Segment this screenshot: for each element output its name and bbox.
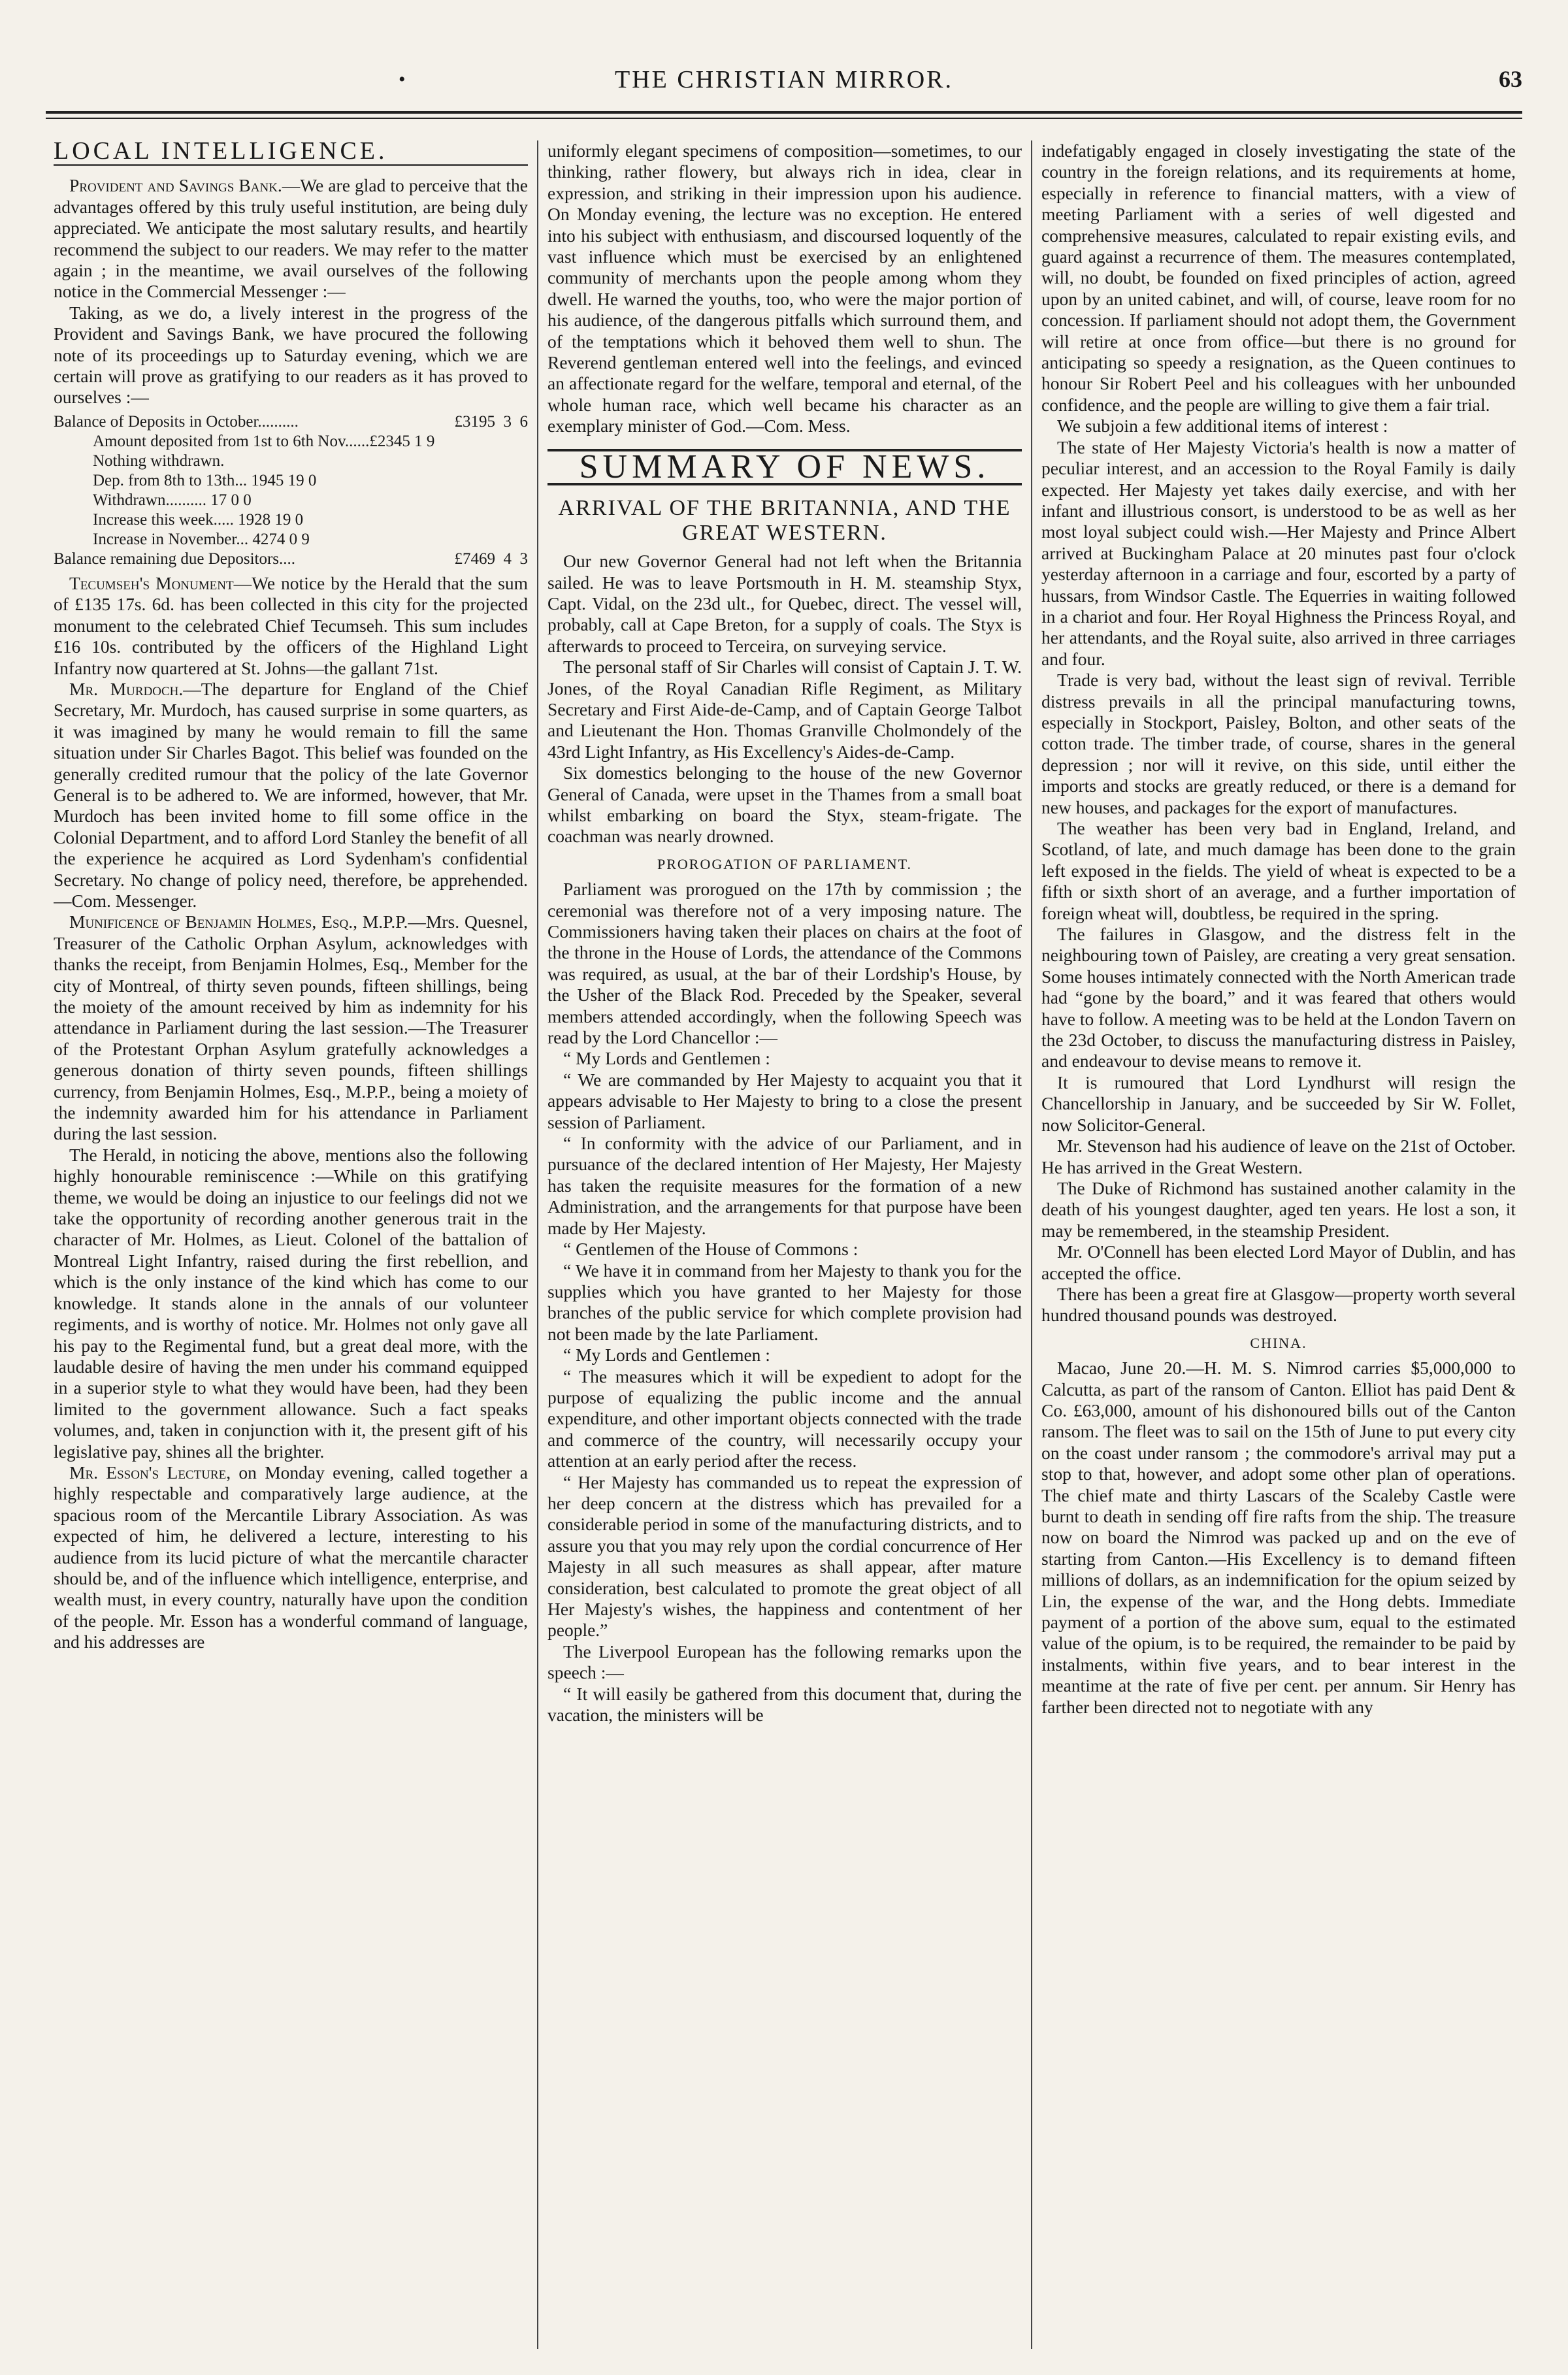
china-heading: CHINA.	[1250, 1334, 1307, 1351]
column-right	[1041, 140, 1516, 2349]
china-paragraph: Macao, June 20.—H. M. S. Nimrod carries $5,000,000 to Calcutta, as part of the ransom of Canton. Elliot has paid Dent & Co. £63,000, amount of his dishonoured bills out of the Canton ransom. The fleet was to sail on the 15th of June to put every city on the coast under ransom ; the commodore's arrival may put a stop to that, however, and adopt some other plan of operations. The chief mate and thirty Lascars of the Scaleby Castle were burnt to death in sending off fire rafts from the ship. The treasure now on board the Nimrod was packed up and on the eve of starting from Canton.—His Excellency is to demand fifteen millions of dollars, as an indemnification for the opium seized by Lin, the expense of the war, and the Hong debts. Immediate payment of a portion of the above sum, equal to the estimated value of the opium, is to be required, the remainder to be paid by instalments, within five years, and to bear interest in the meantime at the rate of five per cent. per annum. Sir Henry has farther been directed not to negotiate with any	[1041, 1358, 1516, 1717]
news-paragraph: The failures in Glasgow, and the distress felt in the neighbouring town of Paisley, are creating a very great sensation. Some houses intimately connected with the North American trade had “gone by the board,” and it was feared that others would have to follow. A meeting was to be held at the London Tavern on the 23d October, to discuss the manufacturing distress in Paisley, and endeavour to devise means to remove it.	[1041, 924, 1516, 1072]
news-paragraph: Mr. Stevenson had his audience of leave on the 21st of October. He has arrived in the Great Western.	[1041, 1136, 1516, 1177]
news-paragraph: The weather has been very bad in England, Ireland, and Scotland, of late, and much damage has been done to the grain left exposed in the fields. The yield of wheat is expected to be a fifth or sixth short of an average, and a further importation of foreign wheat will, doubtless, be required in the spring.	[1041, 818, 1516, 923]
summary-of-news-heading: SUMMARY OF NEWS.	[547, 449, 1022, 485]
provident-lead: Provident and Savings Bank.	[69, 175, 282, 196]
page-number: 63	[1499, 66, 1522, 92]
esson-lead: Mr. Esson's Lecture,	[69, 1462, 231, 1482]
speech-paragraph: “ We are commanded by Her Majesty to acquaint you that it appears advisable to Her Majesty to bring to a close the present session of Parliament.	[547, 1069, 1022, 1132]
ledger-row: Increase this week..... 1928 19 0	[93, 510, 304, 529]
speech-paragraph: “ Her Majesty has commanded us to repeat the expression of her deep concern at the distress which has prevailed for a considerable period in some of the manufacturing districts, and to assure you that you may rely upon the cordial concurrence of Her Majesty in all such measures as shall appear, after mature consideration, best calculated to promote the great object of all Her Majesty's wishes, the happiness and contentment of her people.”	[547, 1471, 1022, 1641]
speech-paragraph: “ In conformity with the advice of our Parliament, and in pursuance of the declared intention of Her Majesty, Her Majesty has taken the requisite measures for the formation of a new Administration, and the arrangements for that purpose have been made by Her Majesty.	[547, 1133, 1022, 1238]
ledger-row: Dep. from 8th to 13th... 1945 19 0	[93, 471, 317, 489]
news-paragraph: The state of Her Majesty Victoria's health is now a matter of peculiar interest, and an accession to the Royal Family is daily expected. Her Majesty yet takes daily exercise, and with her infant and illustrious consort, is understood to be as well as her most loyal subject could wish.—Her Majesty and Prince Albert arrived at Buckingham Palace at 20 minutes past four o'clock yesterday afternoon in a carriage and four, escorted by a party of hussars, from Windsor Castle. The Equerries in waiting followed in a chariot and four. Her Royal Highness the Princess Royal, and her attendants, and the Royal suite, also arrived in three carriages and four.	[1041, 436, 1516, 669]
article-taking: Taking, as we do, a lively interest in the progress of the Provident and Savings Bank, we have procured the following note of its proceedings up to Saturday evening, which we are certain will prove as gratifying to our readers as it has proved to ourselves :—	[54, 302, 528, 408]
liverpool-paragraph: The Liverpool European has the following remarks upon the speech :—	[547, 1641, 1022, 1683]
news-paragraph: We subjoin a few additional items of interest :	[1057, 416, 1388, 436]
article-munificence	[54, 911, 528, 1144]
esson-continued: uniformly elegant specimens of composition—sometimes, to our thinking, rather flowery, but always rich in idea, clear in expression, and striking in their impression upon his audience. On Monday evening, the lecture was no exception. He entered into his subject with enthusiasm, and discoursed loquently of the vast influence which must be exercised by an enlightened community of merchants upon the people among whom they dwell. He warned the youths, too, who were the major portion of his audience, of the dangerous pitfalls which surround them, and of the temptations which it behoved them well to shun. The Reverend gentleman entered well into the feelings, and evinced an affectionate regard for the welfare, temporal and eternal, of the whole human race, which well became his character as an exemplary minister of God.—Com. Mess.	[547, 140, 1022, 436]
article-tecumseh	[54, 573, 528, 679]
column-left	[54, 140, 528, 2349]
liverpool-quote: “ It will easily be gathered from this document that, during the vacation, the ministers will be	[547, 1683, 1022, 1726]
local-intelligence-heading: LOCAL INTELLIGENCE.	[54, 140, 528, 166]
arrival-paragraph: The personal staff of Sir Charles will consist of Captain J. T. W. Jones, of the Royal Canadian Rifle Regiment, as Military Secretary and First Aide-de-Camp, and of Captain George Talbot and Lieutenant the Hon. Thomas Granville Cholmondely of the 43rd Light Infantry, as His Excellency's Aides-de-Camp.	[547, 657, 1022, 762]
tecumseh-lead: Tecumseh's Monument	[69, 572, 234, 593]
column-middle	[547, 140, 1022, 2349]
column-divider-2	[1031, 140, 1032, 2349]
arrival-paragraph: Six domestics belonging to the house of the new Governor General of Canada, were upset in the Thames from a small boat whilst embarking on board the Styx, steam-frigate. The coachman was nearly drowned.	[547, 762, 1022, 847]
ledger-row: Amount deposited from 1st to 6th Nov......£2345 1 9	[93, 432, 435, 450]
prorogation-heading: PROROGATION OF PARLIAMENT.	[657, 855, 912, 872]
speech-paragraph: “ We have it in command from her Majesty to thank you for the supplies which you have granted to her Majesty for those branches of the public service for which complete provision had not been made by the late Parliament.	[547, 1260, 1022, 1344]
speech-paragraph: “ My Lords and Gentlemen :	[563, 1345, 770, 1366]
speech-paragraph: “ My Lords and Gentlemen :	[563, 1048, 770, 1069]
ledger-row: Nothing withdrawn.	[93, 451, 225, 470]
news-paragraph: indefatigably engaged in closely investigating the state of the country in the foreign relations, and its requirements at home, especially in reference to financial matters, with a view of meeting Parliament with a series of well digested and comprehensive measures, calculated to repair existing evils, and guard against a recurrence of them. The measures contemplated, will, no doubt, be founded on fixed principles of action, agreed upon by an united cabinet, and will, of course, leave room for no concession. If parliament should not adopt them, the Government will retire at once from office—but there is no ground for anticipating so speedy a resignation, as the Queen continues to honour Sir Robert Peel and his colleagues with her unbounded confidence, and the people are willing to give them a fair trial.	[1041, 140, 1516, 415]
news-paragraph: It is rumoured that Lord Lyndhurst will resign the Chancellorship in January, and be succeeded by Sir W. Follet, now Solicitor-General.	[1041, 1072, 1516, 1135]
article-provident	[54, 175, 528, 302]
column-divider-1	[537, 140, 538, 2349]
ledger-row: Balance remaining due Depositors.... £7469 4 3	[54, 549, 528, 568]
arrival-paragraph: Our new Governor General had not left when the Britannia sailed. He was to leave Portsmouth in H. M. steamship Styx, Capt. Vidal, on the 23d ult., for Quebec, direct. The vessel will, probably, call at Cape Breton, for a supply of coals. The Styx is afterwards to proceed to Terceira, on surveying service.	[547, 551, 1022, 656]
murdoch-body: —The departure for England of the Chief Secretary, Mr. Murdoch, has caused surprise in some quarters, as it was imagined by many he would remain to fill the same situation under Sir Charles Bagot. This belief was founded on the generally credited rumour that the policy of the late Governor General is to be adhered to. We are informed, however, that Mr. Murdoch has been invited home to fill some office in the Colonial Department, and to afford Lord Stanley the benefit of all the experience he acquired as Lord Sydenham's confidential Secretary. No change of policy need, therefore, be apprehended.—Com. Messenger.	[54, 678, 528, 911]
ledger-row: Withdrawn.......... 17 0 0	[93, 491, 252, 509]
masthead-bullet: •	[399, 69, 406, 90]
prorogation-paragraph: Parliament was prorogued on the 17th by commission ; the ceremonial was therefore not of a very imposing nature. The Commissioners having taken their places on chairs at the foot of the throne in the House of Lords, the attendance of the Commons was required, as usual, at the bar of their Lordship's House, by the Usher of the Black Rod. Preceded by the Speaker, several members attended accordingly, when the following Speech was read by the Lord Chancellor :—	[547, 879, 1022, 1048]
ledger-row: Balance of Deposits in October.......... £3195 3 6	[54, 412, 528, 431]
masthead	[46, 62, 1522, 108]
header-rule-bottom	[46, 118, 1522, 119]
munificence-lead: Munificence of Benjamin Holmes, Esq., M.P.P.	[69, 911, 408, 932]
news-paragraph: There has been a great fire at Glasgow—property worth several hundred thousand pounds was destroyed.	[1041, 1283, 1516, 1326]
article-esson	[54, 1462, 528, 1653]
speech-paragraph: “ Gentlemen of the House of Commons :	[563, 1239, 858, 1260]
article-herald: The Herald, in noticing the above, mentions also the following highly honourable reminiscence :—While on this gratifying theme, we would be doing an injustice to our feelings did not we take the opportunity of recording another generous trait in the character of Mr. Holmes, as Lieut. Colonel of the battalion of Montreal Light Infantry, raised during the first rebellion, and which is the only instance of the kind which has come to our knowledge. It stands alone in the annals of our volunteer regiments, and is worthy of notice. Mr. Holmes not only gave all his pay to the Regimental fund, but a great deal more, with the laudable desire of having the men under his command equipped in a superior style to what they would have been, had they been limited to the government allowance. Such a fact speaks volumes, and, taken in conjunction with it, the present gift of his legislative pay, shines all the brighter.	[54, 1144, 528, 1462]
murdoch-lead: Mr. Murdoch.	[69, 678, 184, 699]
news-paragraph: The Duke of Richmond has sustained another calamity in the death of his youngest daughter, aged ten years. He lost a son, it may be remembered, in the steamship President.	[1041, 1177, 1516, 1241]
munificence-body: —Mrs. Quesnel, Treasurer of the Catholic Orphan Asylum, acknowledges with thanks the receipt, from Benjamin Holmes, Esq., Member for the city of Montreal, of thirty seven pounds, fifteen shillings, being the moiety of the amount received by him as indemnity for his attendance in Parliament during the last session.—The Treasurer of the Protestant Orphan Asylum gratefully acknowledges a generous donation of thirty seven pounds, fifteen shillings currency, from Benjamin Holmes, Esq., M.P.P., being a moiety of the indemnity awarded him for his attendance in Parliament during the last session.	[54, 911, 528, 1144]
arrival-headline: ARRIVAL OF THE BRITANNIA, AND THE GREAT WESTERN.	[558, 496, 1011, 546]
newspaper-title: THE CHRISTIAN MIRROR.	[615, 66, 953, 93]
header-rule-top	[46, 111, 1522, 114]
provident-body: —We are glad to perceive that the advantages offered by this truly useful institution, are being duly appreciated. We anticipate the most salutary results, and heartily recommend the subject to our readers. We may refer to the matter again ; in the meantime, we avail ourselves of the following notice in the Commercial Messenger :—	[54, 175, 528, 302]
article-murdoch	[54, 679, 528, 911]
news-paragraph: Mr. O'Connell has been elected Lord Mayor of Dublin, and has accepted the office.	[1041, 1241, 1516, 1283]
tecumseh-body: —We notice by the Herald that the sum of £135 17s. 6d. has been collected in this city for the projected monument to the celebrated Chief Tecumseh. This sum includes £16 10s. contributed by the officers of the Highland Light Infantry now quartered at St. Johns—the gallant 71st.	[54, 572, 528, 678]
news-paragraph: Trade is very bad, without the least sign of revival. Terrible distress prevails in all the principal manufacturing towns, especially in Stockport, Paisley, Bolton, and other seats of the cotton trade. The timber trade, of course, shares in the general depression ; nor will it revive, on this side, until either the imports and stocks are greatly reduced, or there is a demand for new houses, and packages for the export of manufactures.	[1041, 670, 1516, 817]
deposit-ledger	[54, 412, 528, 569]
ledger-row: Increase in November... 4274 0 9	[93, 530, 310, 548]
speech-paragraph: “ The measures which it will be expedient to adopt for the purpose of equalizing the public income and the annual expenditure, and other important objects connected with the trade and commerce of the country, will necessarily occupy your attention at an early period after the recess.	[547, 1366, 1022, 1471]
esson-body: on Monday evening, called together a highly respectable and comparatively large audience, at the spacious room of the Mercantile Library Association. As was expected of him, he delivered a lecture, interesting to his audience from its lucid picture of what the mercantile character should be, and of the influence which intelligence, enterprise, and wealth must, in every country, naturally have upon the condition of the people. Mr. Esson has a wonderful command of language, and his addresses are	[54, 1462, 528, 1652]
